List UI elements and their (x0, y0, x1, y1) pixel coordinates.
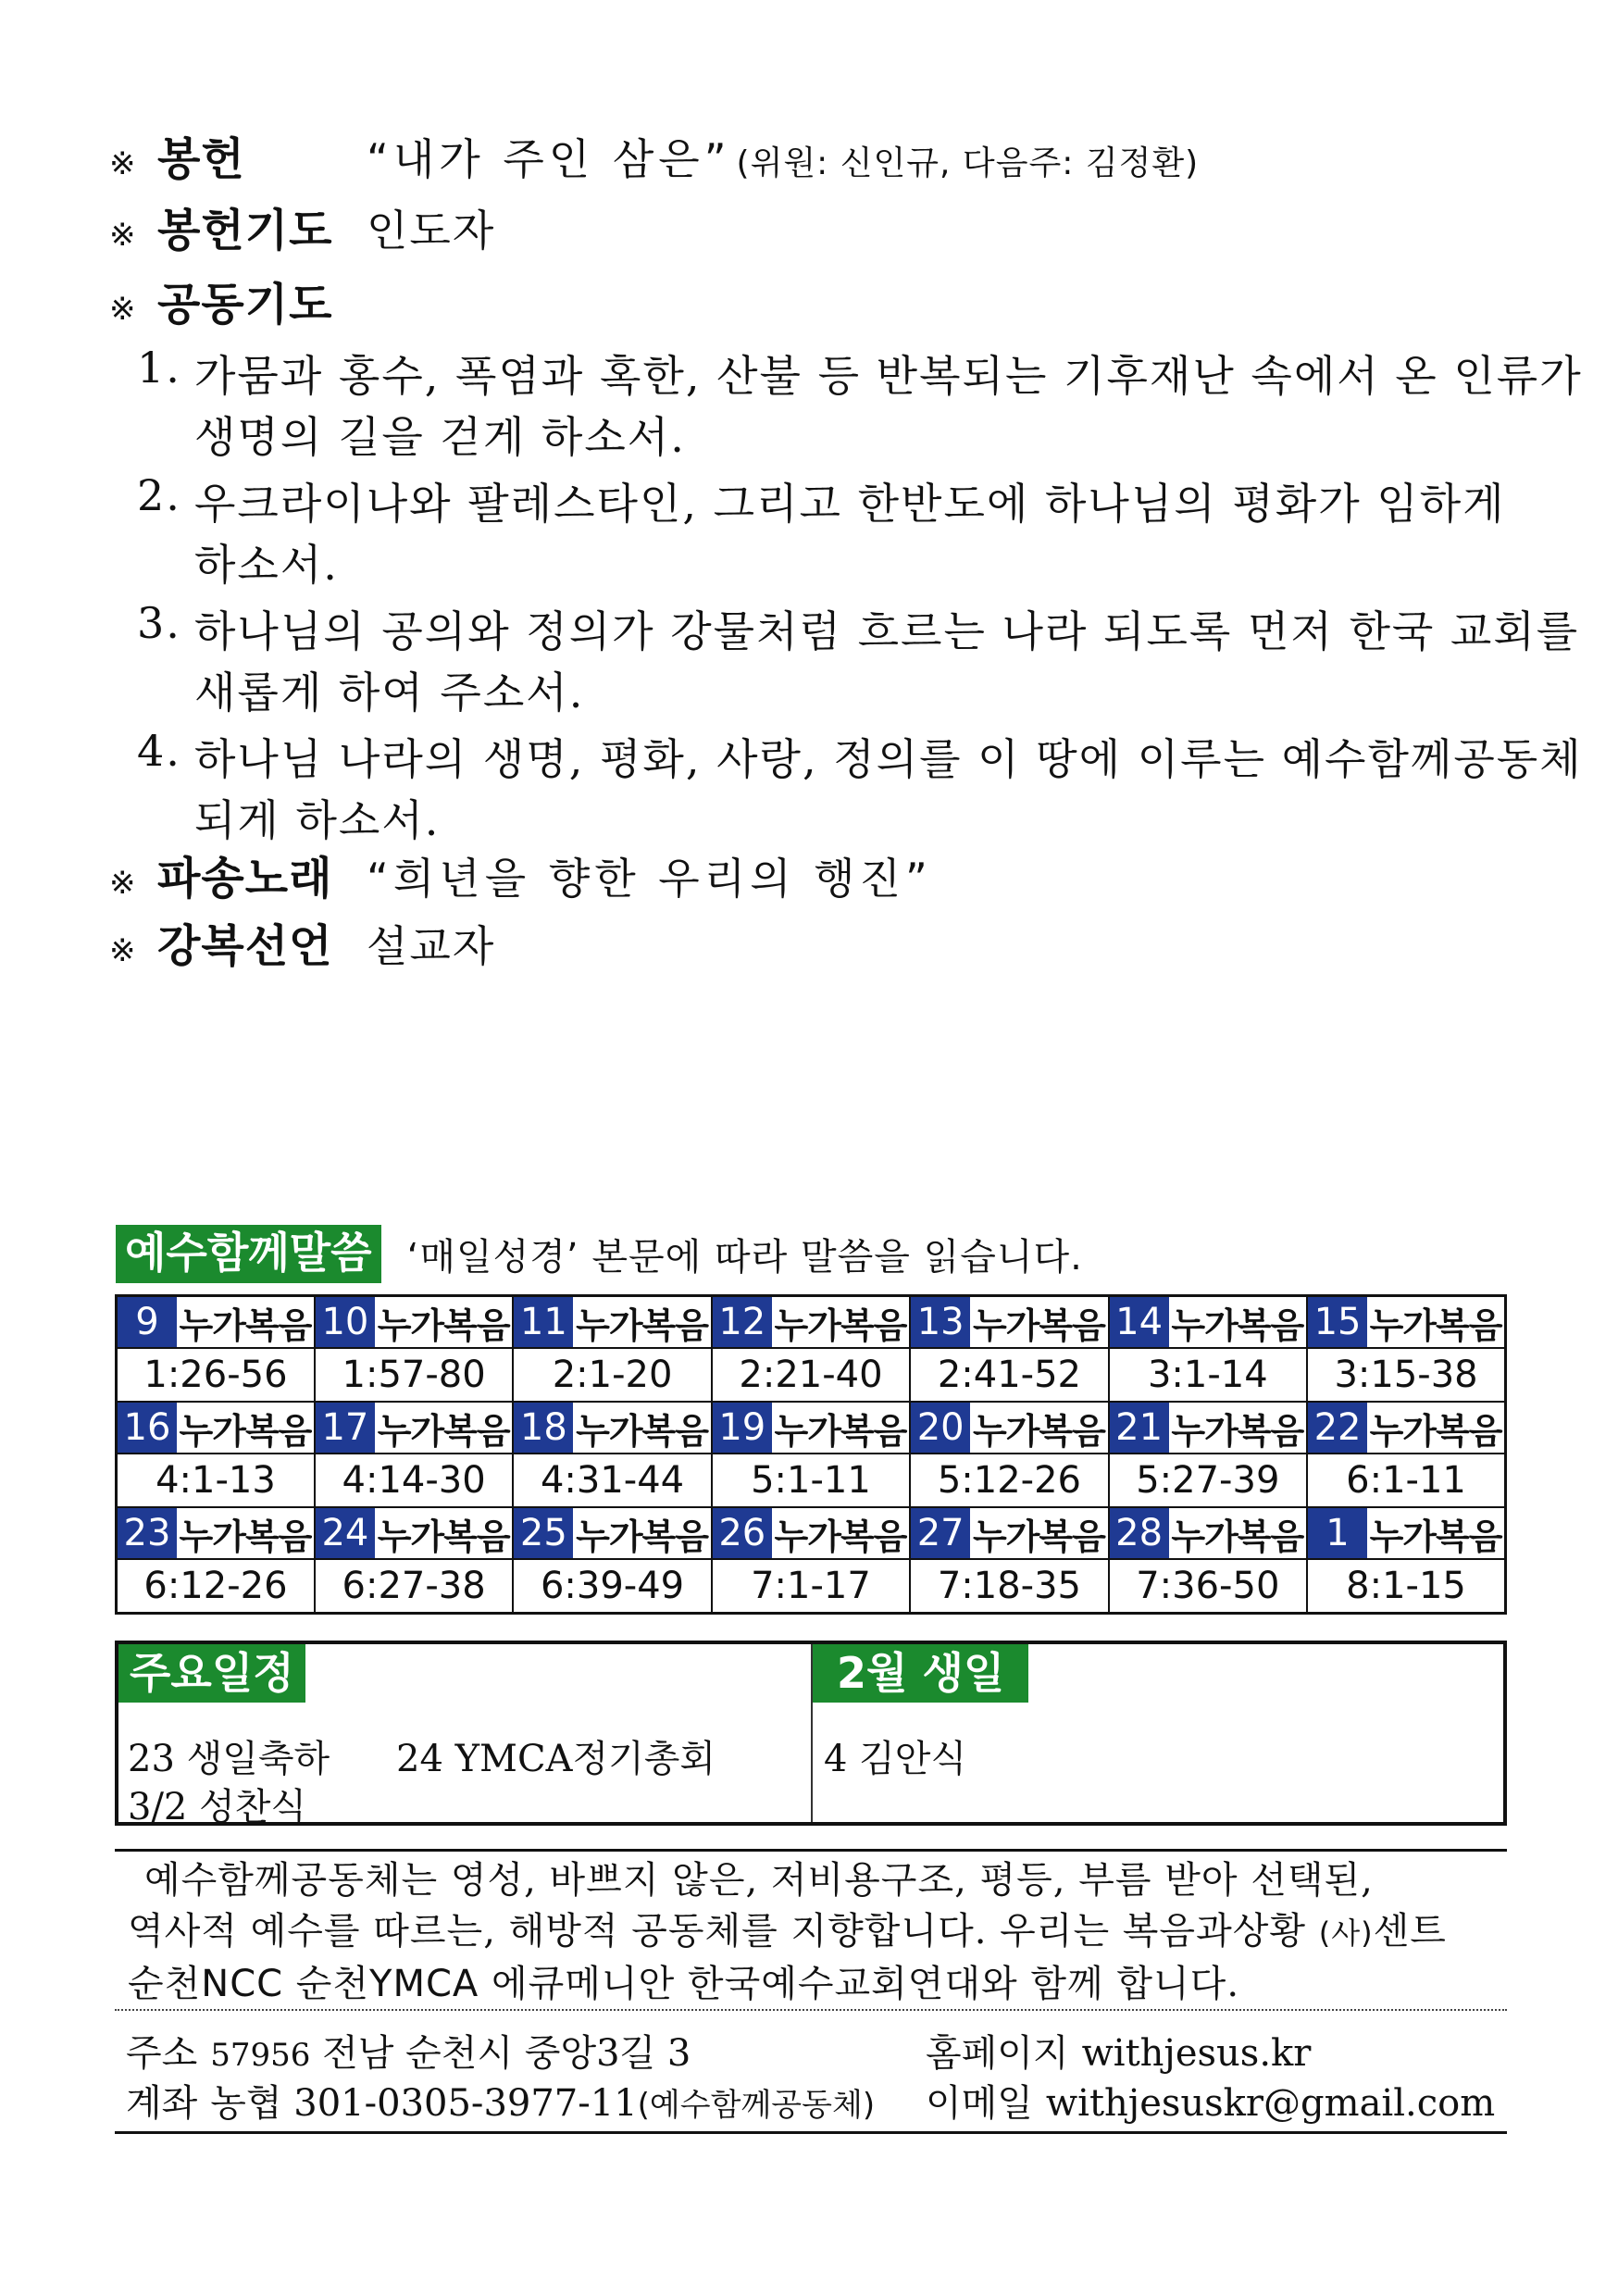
reading-day-cell (513, 1507, 711, 1559)
order-label: 봉헌기도 (157, 205, 333, 256)
reading-day-number: 23 (118, 1508, 177, 1558)
reading-day-cell (1307, 1296, 1505, 1349)
reading-day-number: 17 (316, 1403, 375, 1453)
intro-text: 와 함께 합니다. (981, 1963, 1240, 2005)
prayer-line: 가뭄과 홍수, 폭염과 혹한, 산불 등 반복되는 기후재난 속에서 온 인류가 (194, 351, 1583, 401)
prayer-number: 1. (137, 343, 181, 393)
address-value: 전남 순천시 중앙3길 3 (322, 2032, 691, 2075)
reference-mark: ※ (109, 145, 136, 182)
reading-day-cell (712, 1296, 910, 1349)
address-info (126, 2024, 691, 2077)
reading-range: 1:57-80 (315, 1348, 513, 1402)
reading-day-row (117, 1507, 1506, 1559)
reading-day-number: 12 (713, 1297, 772, 1347)
reading-day-number: 28 (1110, 1508, 1169, 1558)
order-label: 공동기도 (157, 279, 333, 331)
reading-day-number: 25 (514, 1508, 573, 1558)
order-note: (위원: 신인규, 다음주: 김정환) (736, 144, 1200, 182)
reading-day-cell (712, 1402, 910, 1454)
reading-book: 누가복음 (1171, 1304, 1304, 1346)
prayer-number: 3. (137, 598, 181, 648)
reading-day-number: 16 (118, 1403, 177, 1453)
birthday-title: 2월 생일 (813, 1644, 1028, 1703)
birthday-section (813, 1644, 1503, 1822)
reference-mark: ※ (109, 865, 136, 902)
reference-mark: ※ (109, 932, 136, 969)
reading-day-cell (1109, 1402, 1307, 1454)
reading-day-number: 27 (911, 1508, 970, 1558)
dotted-divider (115, 2009, 1507, 2011)
reading-day-cell (910, 1507, 1108, 1559)
reading-day-cell (117, 1296, 315, 1349)
reading-book: 누가복음 (774, 1304, 907, 1346)
order-label: 봉헌 (157, 133, 245, 185)
address-label: 주소 (126, 2032, 198, 2075)
reading-day-row (117, 1402, 1506, 1454)
reading-range: 3:15-38 (1307, 1348, 1505, 1402)
reading-book: 누가복음 (1369, 1410, 1502, 1452)
word-note: ‘매일성경’ 본문에 따라 말씀을 읽습니다. (406, 1235, 1083, 1279)
reading-day-cell (117, 1507, 315, 1559)
reading-book: 누가복음 (576, 1410, 708, 1452)
homepage-label: 홈페이지 (926, 2032, 1069, 2075)
reading-day-number: 22 (1308, 1403, 1367, 1453)
reading-range: 2:41-52 (910, 1348, 1108, 1402)
word-title: 예수함께말씀 (116, 1225, 381, 1283)
reading-day-cell (1307, 1402, 1505, 1454)
schedule-section (118, 1644, 813, 1828)
reading-book: 누가복음 (377, 1304, 510, 1346)
reading-book: 누가복음 (972, 1410, 1105, 1452)
reading-book: 누가복음 (774, 1410, 907, 1452)
reading-day-number: 11 (514, 1297, 573, 1347)
reading-day-cell (1109, 1296, 1307, 1349)
intro-text: 역사적 예수를 따르는, 해방적 공동체를 지향합니다. 우리는 (128, 1910, 1111, 1953)
partner-name: 센트 (1373, 1910, 1447, 1953)
community-intro (128, 1855, 1498, 2010)
homepage-link[interactable]: withjesus.kr (1081, 2032, 1312, 2075)
prayer-line: 되게 하소서. (194, 795, 441, 845)
prayer-number: 4. (137, 726, 181, 776)
prayer-line: 우크라이나와 팔레스타인, 그리고 한반도에 하나님의 평화가 임하게 (194, 479, 1506, 529)
schedule-item: 3/2 성찬식 (128, 1786, 307, 1828)
order-offering (109, 133, 1200, 185)
reading-range: 7:1-17 (712, 1559, 910, 1614)
intro-line (128, 1959, 1498, 2010)
homepage-info (926, 2024, 1311, 2077)
reading-day-cell (910, 1402, 1108, 1454)
reading-range: 7:36-50 (1109, 1559, 1307, 1614)
reading-range: 5:1-11 (712, 1454, 910, 1507)
order-benediction (109, 920, 496, 972)
reading-range: 6:39-49 (513, 1559, 711, 1614)
intro-line: 예수함께공동체는 영성, 바쁘지 않은, 저비용구조, 평등, 부름 받아 선택된, (144, 1859, 1374, 1902)
reading-day-cell (712, 1507, 910, 1559)
reading-day-number: 13 (911, 1297, 970, 1347)
reading-day-cell (1109, 1507, 1307, 1559)
reading-range: 7:18-35 (910, 1559, 1108, 1614)
reading-range: 6:12-26 (117, 1559, 315, 1614)
order-content: 인도자 (367, 206, 496, 256)
reading-day-cell (513, 1402, 711, 1454)
schedule-box (115, 1641, 1507, 1826)
prayer-number: 2. (137, 470, 181, 520)
prayer-line: 하나님 나라의 생명, 평화, 사랑, 정의를 이 땅에 이루는 예수함께공동체 (194, 734, 1583, 784)
reading-range: 2:1-20 (513, 1348, 711, 1402)
birthday-item: 4 김안식 (824, 1738, 967, 1780)
account-value: 농협 301-0305-3977-11 (210, 2082, 638, 2125)
reading-day-number: 15 (1308, 1297, 1367, 1347)
reading-day-number: 18 (514, 1403, 573, 1453)
reading-day-number: 21 (1110, 1403, 1169, 1453)
reading-range-row (117, 1348, 1506, 1402)
word-header (116, 1225, 1083, 1283)
reading-range-row (117, 1559, 1506, 1614)
reading-book: 누가복음 (1369, 1516, 1502, 1557)
reading-day-number: 20 (911, 1403, 970, 1453)
reading-day-number: 10 (316, 1297, 375, 1347)
reading-range-row (117, 1454, 1506, 1507)
reading-range: 4:14-30 (315, 1454, 513, 1507)
reading-book: 누가복음 (972, 1304, 1105, 1346)
reference-mark: ※ (109, 291, 136, 328)
reading-day-row (117, 1296, 1506, 1349)
order-common-prayer (109, 279, 367, 331)
reading-range: 5:12-26 (910, 1454, 1108, 1507)
reading-range: 4:31-44 (513, 1454, 711, 1507)
schedule-title: 주요일정 (118, 1644, 305, 1703)
reading-book: 누가복음 (1171, 1410, 1304, 1452)
reference-mark: ※ (109, 217, 136, 254)
account-label: 계좌 (126, 2082, 198, 2125)
partner-name: 복음과상황 (1122, 1910, 1306, 1953)
reading-range: 8:1-15 (1307, 1559, 1505, 1614)
email-label: 이메일 (926, 2082, 1033, 2125)
reading-range: 6:1-11 (1307, 1454, 1505, 1507)
account-holder: (예수함께공동체) (637, 2087, 876, 2124)
partner-prefix: (사) (1318, 1915, 1374, 1951)
intro-line (128, 1906, 1498, 1959)
reading-day-number: 14 (1110, 1297, 1169, 1347)
partner-names: 순천NCC 순천YMCA 에큐메니안 한국예수교회연대 (128, 1963, 982, 2005)
reading-book: 누가복음 (1171, 1516, 1304, 1557)
schedule-item: 24 YMCA정기총회 (396, 1738, 716, 1780)
address-zip: 57956 (210, 2037, 311, 2074)
reading-table (115, 1294, 1507, 1615)
reading-day-cell (1307, 1507, 1505, 1559)
reading-day-number: 19 (713, 1403, 772, 1453)
reading-day-number: 1 (1308, 1508, 1367, 1558)
reading-day-cell (315, 1402, 513, 1454)
order-sending-song (109, 853, 932, 905)
reading-book: 누가복음 (576, 1516, 708, 1557)
reading-book: 누가복음 (972, 1516, 1105, 1557)
reading-day-cell (315, 1507, 513, 1559)
reading-range: 2:21-40 (712, 1348, 910, 1402)
order-label: 파송노래 (157, 853, 333, 905)
reading-day-cell (117, 1402, 315, 1454)
reading-book: 누가복음 (179, 1304, 312, 1346)
reading-book: 누가복음 (377, 1516, 510, 1557)
reading-book: 누가복음 (179, 1410, 312, 1452)
reading-range: 4:1-13 (117, 1454, 315, 1507)
order-content: “내가 주인 삼은” (367, 134, 731, 184)
prayer-line: 생명의 길을 걷게 하소서. (194, 412, 686, 462)
email-info (926, 2074, 1495, 2127)
reading-day-number: 26 (713, 1508, 772, 1558)
account-info (126, 2074, 875, 2127)
reading-day-number: 9 (118, 1297, 177, 1347)
reading-range: 3:1-14 (1109, 1348, 1307, 1402)
reading-day-cell (910, 1296, 1108, 1349)
order-label: 강복선언 (157, 920, 333, 972)
reading-book: 누가복음 (1369, 1304, 1502, 1346)
order-content: “희년을 향한 우리의 행진” (367, 854, 932, 904)
order-content: 설교자 (367, 921, 496, 971)
reading-day-cell (315, 1296, 513, 1349)
divider (115, 1849, 1507, 1852)
reading-day-number: 24 (316, 1508, 375, 1558)
reading-book: 누가복음 (377, 1410, 510, 1452)
order-offering-prayer (109, 205, 496, 256)
reading-day-cell (513, 1296, 711, 1349)
divider (115, 2131, 1507, 2134)
prayer-line: 하나님의 공의와 정의가 강물처럼 흐르는 나라 되도록 먼저 한국 교회를 (194, 606, 1580, 656)
reading-book: 누가복음 (179, 1516, 312, 1557)
reading-range: 6:27-38 (315, 1559, 513, 1614)
reading-book: 누가복음 (774, 1516, 907, 1557)
reading-range: 1:26-56 (117, 1348, 315, 1402)
reading-range: 5:27-39 (1109, 1454, 1307, 1507)
prayer-line: 하소서. (194, 540, 339, 590)
reading-book: 누가복음 (576, 1304, 708, 1346)
prayer-line: 새롭게 하여 주소서. (194, 668, 585, 718)
email-link[interactable]: withjesuskr@gmail.com (1045, 2082, 1496, 2125)
schedule-item: 23 생일축하 (128, 1738, 330, 1780)
